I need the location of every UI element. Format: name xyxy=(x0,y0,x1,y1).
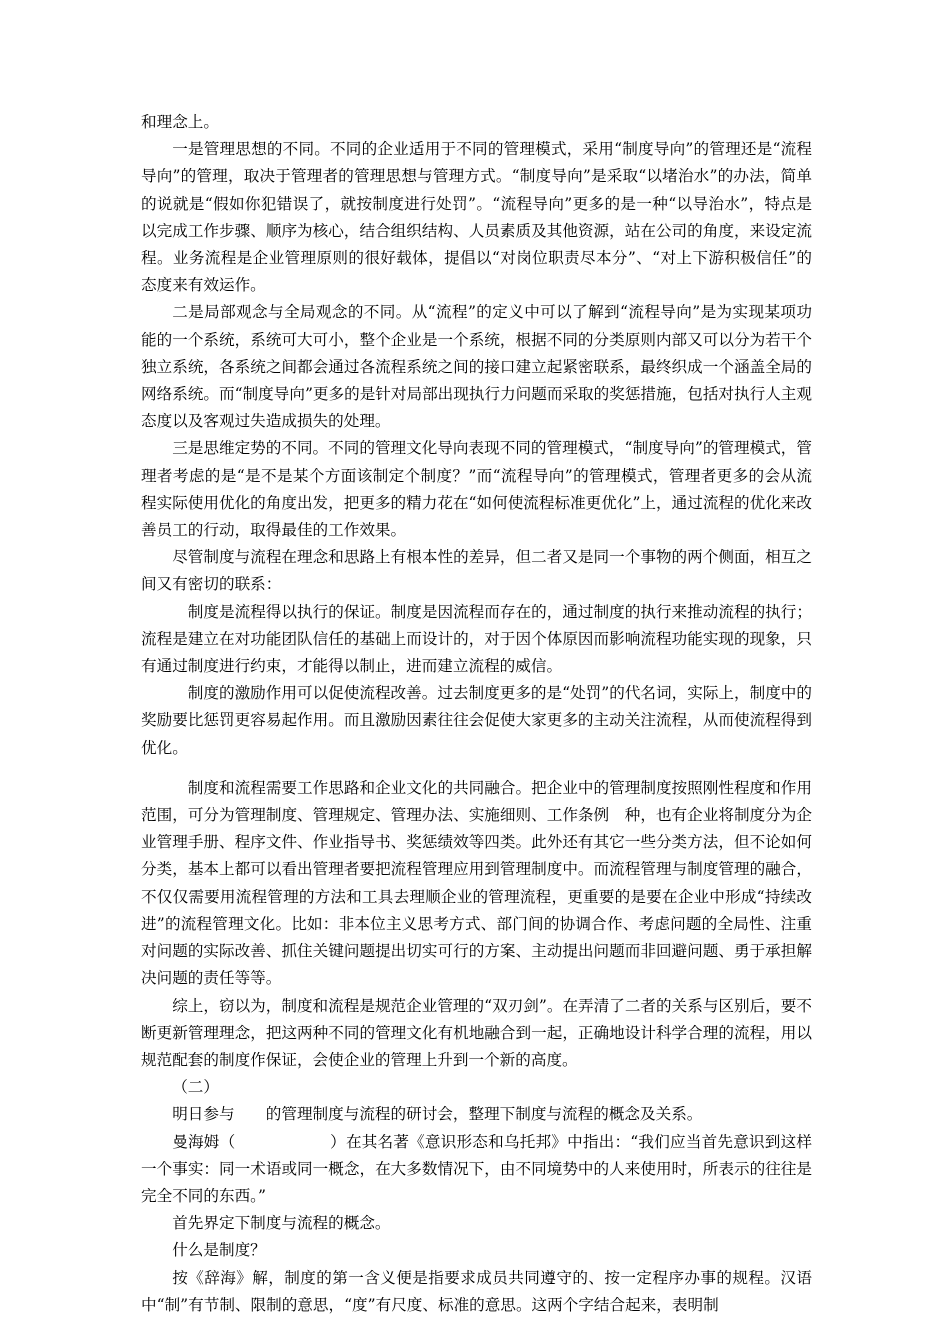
paragraph-guarantee: 制度是流程得以执行的保证。制度是因流程而存在的，通过制度的执行来推动流程的执行；流程是建立在对功能团队信任的基础上而设计的，对于因个体原因而影响流程功能实现的现象，只有通过制度进行约束，才能得以制止，进而建立流程的威信。 xyxy=(141,602,812,676)
paragraph-seminar: 明日参与 的管理制度与流程的研讨会，整理下制度与流程的概念及关系。 xyxy=(172,1105,703,1124)
paragraph-local-global: 二是局部观念与全局观念的不同。从“流程”的定义中可以了解到“流程导向”是为实现某项功能的一个系统，系统可大可小，整个企业是一个系统，根据不同的分类原则内部又可以分为若干个独立系统，各系统之间都会通过各流程系统之间的接口建立起紧密联系，最终织成一个涵盖全局的网络系统。而“制度导向”更多的是针对局部出现执行力问题而采取的奖惩措施，包括对执行人主观态度以及客观过失造成损失的处理。 xyxy=(141,303,812,431)
paragraph-conclusion: 综上，窃以为，制度和流程是规范企业管理的“双刃剑”。在弄清了二者的关系与区别后，要不断更新管理理念，把这两种不同的管理文化有机地融合到一起，正确地设计科学合理的流程，用以规范配套的制度作保证，会使企业的管理上升到一个新的高度。 xyxy=(141,996,812,1069)
paragraph-continuation: 和理念上。 xyxy=(141,113,219,131)
paragraph-define-concepts: 首先界定下制度与流程的概念。 xyxy=(172,1214,391,1233)
paragraph-fusion: 制度和流程需要工作思路和企业文化的共同融合。把企业中的管理制度按照刚性程度和作用范围，可分为管理制度、管理规定、管理办法、实施细则、工作条例 种，也有企业将制度分为企业管理手册、程序文件、作业指导书、奖惩绩效等四类。此外还有其它一些分类方法，但不论如何分类，基本上都可以看出管理者要把流程管理应用到管理制度中。而流程管理与制度管理的融合，不仅仅需要用流程管理的方法和工具去理顺企业的管理流程，更重要的是要在企业中形成“持续改进”的流程管理文化。比如：非本位主义思考方式、部门间的协调合作、考虑问题的全局性、注重对问题的实际改善、抓住关键问题提出切实可行的方案、主动提出问题而非回避问题、勇于承担解决问题的责任等等。 xyxy=(141,778,812,988)
paragraph-cihai-definition: 按《辞海》解，制度的第一含义便是指要求成员共同遵守的、按一定程序办事的规程。汉语中“制”有节制、限制的意思，“度”有尺度、标准的意思。这两个字结合起来，表明制 xyxy=(141,1268,812,1314)
paragraph-incentive: 制度的激励作用可以促使流程改善。过去制度更多的是“处罚”的代名词，实际上，制度中的奖励要比惩罚更容易起作用。而且激励因素往往会促使大家更多的主动关注流程，从而使流程得到优化。 xyxy=(141,684,812,757)
document-page xyxy=(141,109,812,1319)
paragraph-relation-intro: 尽管制度与流程在理念和思路上有根本性的差异，但二者又是同一个事物的两个侧面，相互之间又有密切的联系： xyxy=(141,548,812,594)
paragraph-mindset: 三是思维定势的不同。不同的管理文化导向表现不同的管理模式，“制度导向”的管理模式，管理者考虑的是“是不是某个方面该制定个制度？”而“流程导向”的管理模式，管理者更多的会从流程实际使用优化的角度出发，把更多的精力花在“如何使流程标准更优化”上，通过流程的优化来改善员工的行动，取得最佳的工作效果。 xyxy=(141,439,812,540)
paragraph-management-thinking: 一是管理思想的不同。不同的企业适用于不同的管理模式，采用“制度导向”的管理还是“流程导向”的管理，取决于管理者的管理思想与管理方式。“制度导向”是采取“以堵治水”的办法，简单的说就是“假如你犯错误了，就按制度进行处罚”。“流程导向”更多的是一种“以导治水”，特点是以完成工作步骤、顺序为核心，结合组织结构、人员素质及其他资源，站在公司的角度，来设定流程。业务流程是企业管理原则的很好载体，提倡以“对岗位职责尽本分”、“对上下游积极信任”的态度来有效运作。 xyxy=(141,140,812,295)
paragraph-mannheim-quote: 曼海姆（ ）在其名著《意识形态和乌托邦》中指出：“我们应当首先意识到这样一个事实：同一术语或同一概念，在大多数情况下，由不同境势中的人来使用时，所表示的往往是完全不同的东西。” xyxy=(141,1132,812,1205)
section-heading-two: （二） xyxy=(172,1078,219,1097)
paragraph-what-is-system: 什么是制度？ xyxy=(172,1241,266,1260)
